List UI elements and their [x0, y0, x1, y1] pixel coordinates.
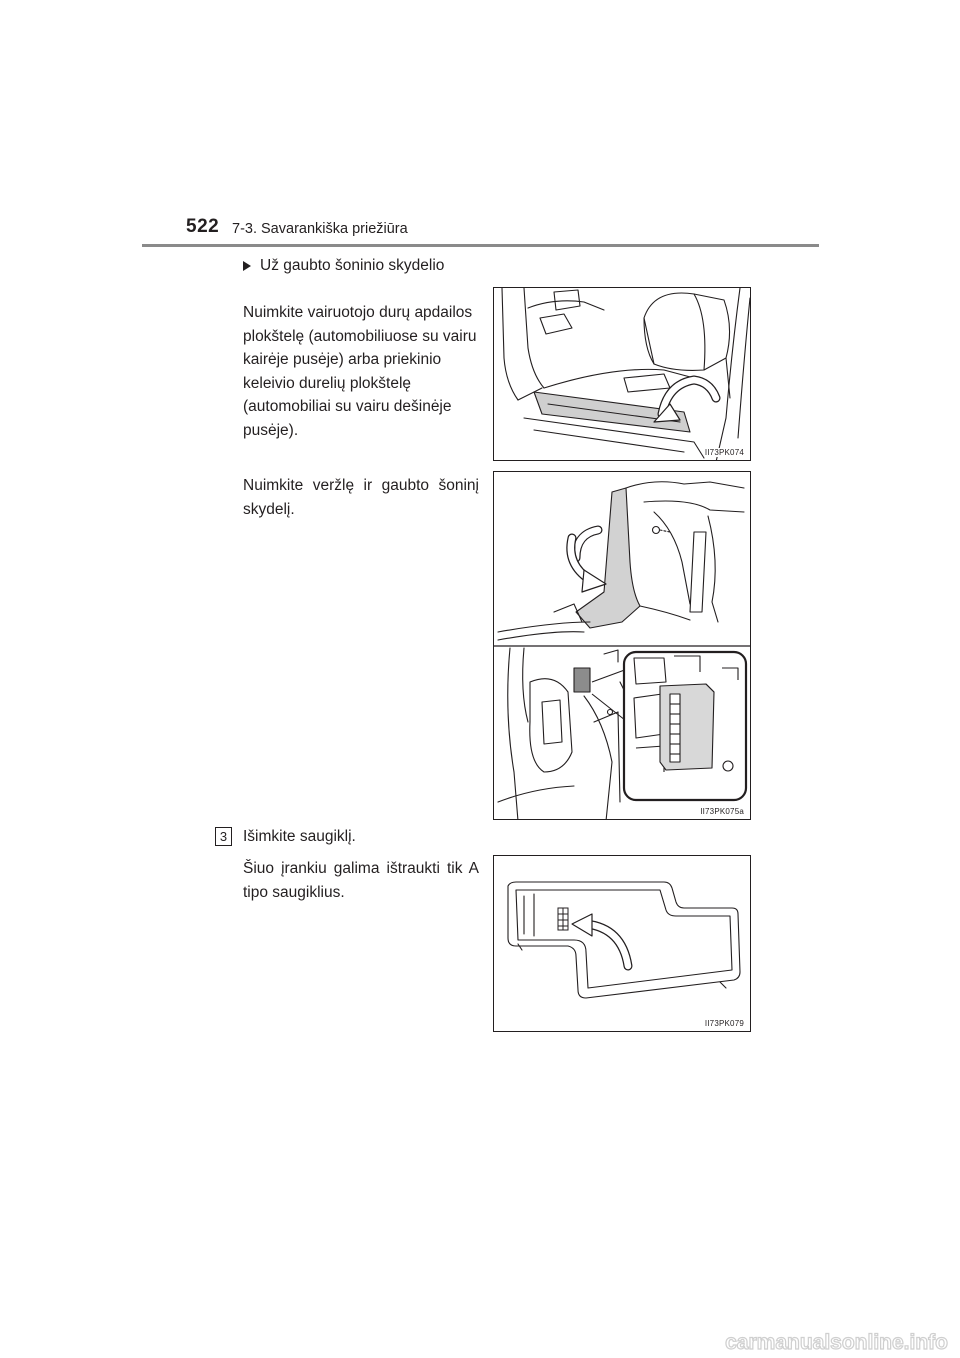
figure-code: II73PK074 — [704, 448, 744, 457]
scuff-plate-illustration — [494, 288, 751, 461]
triangle-bullet-icon — [243, 261, 251, 271]
figure-fuse-box-cover — [493, 855, 751, 1032]
figure-door-scuff-plate — [493, 287, 751, 461]
instruction-paragraph-3: Šiuo įrankiu galima ištraukti tik A tipo saugiklius. — [243, 860, 479, 901]
step-number-badge: 3 — [215, 827, 232, 846]
watermark-logo — [0, 1325, 960, 1358]
instruction-paragraph-1: Nuimkite vairuotojo durų apdailos plokštelę (automobiliuose su vairu kairėje pusėje) arba priekinio keleivio durelių plokštelę (automobiliai su vairu dešinėje pusėje). — [243, 304, 477, 439]
step-text: Išimkite saugiklį. — [243, 828, 356, 845]
fuse-cover-illustration — [494, 856, 751, 1032]
page-number: 522 — [186, 216, 220, 237]
figure-cowl-side-panel — [493, 471, 751, 820]
section-title: 7-3. Savarankiška priežiūra — [232, 221, 408, 237]
subheading-text: Už gaubto šoninio skydelio — [260, 257, 445, 274]
instruction-paragraph-2: Nuimkite veržlę ir gaubto šoninį skydelį. — [243, 477, 479, 518]
header-divider — [142, 244, 819, 247]
subheading — [243, 257, 444, 275]
figure-code: II73PK079 — [704, 1019, 744, 1028]
svg-text:carmanualsonline.info: carmanualsonline.info — [725, 1331, 948, 1354]
figure-code: II73PK075a — [700, 807, 744, 816]
cowl-panel-illustration — [494, 472, 751, 820]
